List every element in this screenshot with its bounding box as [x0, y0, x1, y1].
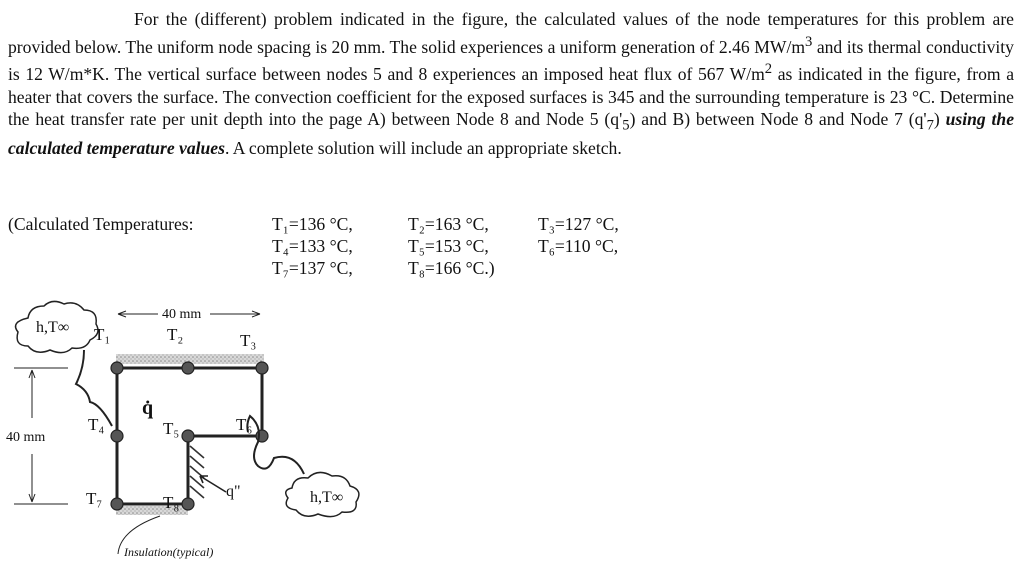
node-7: [111, 498, 123, 510]
node-1: [111, 362, 123, 374]
temp-t5: T₅=153 °C,: [408, 236, 489, 256]
problem-end: . A complete solution will include an appropriate sketch.: [224, 138, 622, 159]
problem-statement: [8, 8, 1014, 160]
conv-left-label: h,T∞: [36, 319, 70, 336]
temp-t4: T₄=133 °C,: [272, 236, 353, 256]
label-t5: T₅: [163, 419, 180, 438]
temp-t6: T₆=110 °C,: [538, 236, 619, 256]
dim-top-label: 40 mm: [162, 307, 202, 322]
temp-t7: T₇=137 °C,: [272, 258, 353, 278]
conv-right-label: h,T∞: [310, 489, 344, 506]
heater-hatch: [190, 446, 204, 498]
problem-part-c: ): [933, 109, 946, 130]
subscript-7: 7: [926, 117, 934, 134]
problem-part-b: ) and B) between Node 8 and Node 7 (q': [629, 109, 927, 130]
label-t4: T₄: [88, 415, 105, 434]
flux-exponent: 2: [764, 61, 773, 78]
node-4: [111, 430, 123, 442]
problem-rest: as indicated in the figure, from a heater that covers the surface. The convection coefficient for the exposed surfaces is 345 and the surrounding temperature is 23 °C. Determine the heat transfer rate per unit depth into the page A) between Node 8 and Node 5 (q': [8, 63, 1015, 130]
temps-label: (Calculated Temperatures:: [8, 214, 194, 234]
node-5: [182, 430, 194, 442]
problem-paragraph: [8, 8, 1014, 160]
gen-exponent: 3: [805, 33, 813, 50]
subscript-5: 5: [622, 117, 630, 134]
label-t8: T₈: [163, 493, 180, 512]
problem-conductivity: and its thermal conductivity is 12 W/m*K. The vertical surface between nodes 5 and 8 experiences an imposed heat flux of 567 W/m: [8, 36, 1014, 84]
label-t1: T₁: [94, 325, 111, 344]
label-t2: T₂: [167, 325, 184, 344]
node-diagram: [0, 296, 380, 579]
temp-t8: T₈=166 °C.): [408, 258, 495, 278]
flux-arrow: [200, 476, 226, 492]
label-t6: T₆: [236, 415, 253, 434]
flux-label: q": [226, 483, 241, 500]
node-3: [256, 362, 268, 374]
label-t3: T₃: [240, 331, 257, 350]
label-t7: T₇: [86, 489, 103, 508]
insulation-label: Insulation(typical): [124, 545, 214, 559]
temp-t1: T₁=136 °C,: [272, 214, 353, 234]
dim-left-label: 40 mm: [6, 430, 46, 445]
node-2: [182, 362, 194, 374]
temp-t2: T₂=163 °C,: [408, 214, 489, 234]
temp-t3: T₃=127 °C,: [538, 214, 619, 234]
generation-label: q̇: [142, 397, 154, 419]
node-8: [182, 498, 194, 510]
problem-intro: For the (different) problem indicated in the figure, the calculated values of the node temperatures for this problem are provided below. The uniform node spacing is 20 mm. The solid experiences a uniform generation of 2.46 MW/m: [8, 9, 1014, 57]
problem-emphasis: using the calculated temperature values: [8, 109, 1015, 159]
squiggle-right: [247, 416, 304, 474]
